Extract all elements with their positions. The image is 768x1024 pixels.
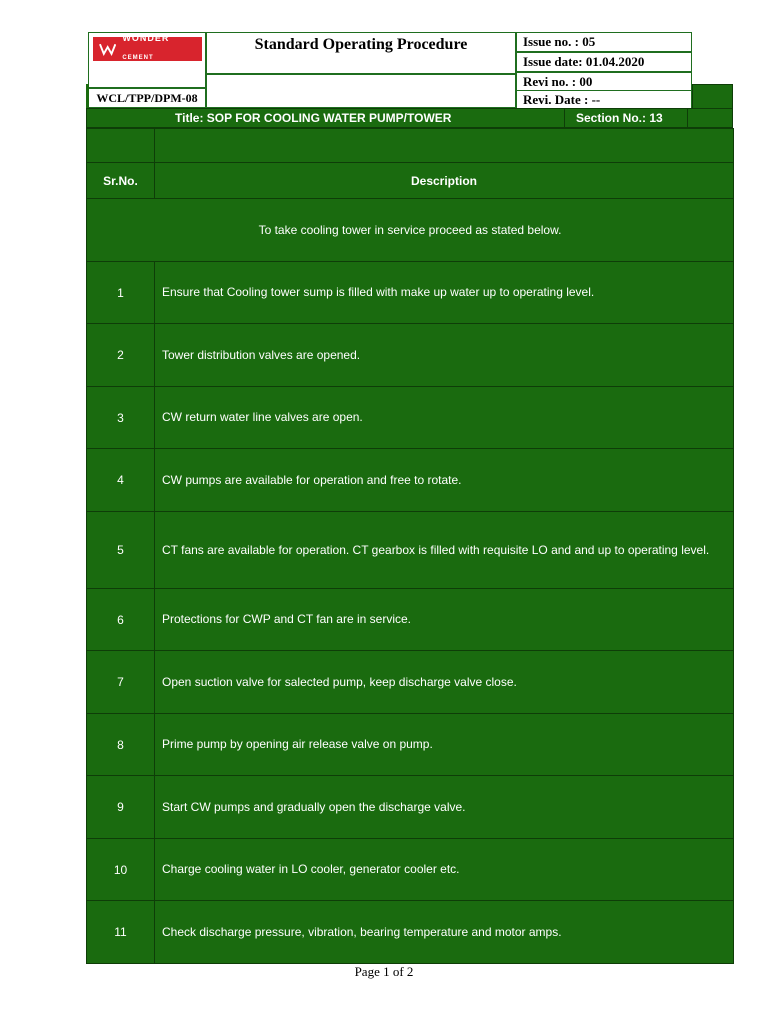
document-code: WCL/TPP/DPM-08	[88, 88, 206, 108]
document-type-text: Standard Operating Procedure	[254, 36, 468, 53]
step-description: Start CW pumps and gradually open the discharge valve.	[155, 776, 734, 839]
step-description: CW return water line valves are open.	[155, 387, 734, 449]
step-number: 4	[87, 449, 155, 512]
step-number: 2	[87, 324, 155, 387]
step-number: 8	[87, 714, 155, 776]
logo-text: WONDER	[122, 33, 170, 43]
table-row	[87, 776, 734, 839]
logo-tagline: EK PERFECT SHURUAAT	[122, 65, 180, 70]
column-header-row	[87, 163, 734, 199]
table-row	[87, 839, 734, 901]
table-row	[87, 387, 734, 449]
document-type-title	[206, 32, 516, 74]
spacer-row	[87, 129, 734, 163]
table-row	[87, 714, 734, 776]
step-description: Charge cooling water in LO cooler, generator cooler etc.	[155, 839, 734, 901]
step-number: 3	[87, 387, 155, 449]
revision-date: Revi. Date : --	[516, 90, 692, 110]
procedure-table	[86, 128, 734, 964]
issue-date: Issue date: 01.04.2020	[516, 52, 692, 72]
step-number: 7	[87, 651, 155, 714]
step-description: Protections for CWP and CT fan are in service.	[155, 589, 734, 651]
table-row	[87, 449, 734, 512]
page-number: Page 1 of 2	[354, 964, 414, 979]
revision-no: Revi no. : 00	[516, 72, 692, 92]
table-row	[87, 589, 734, 651]
step-description: Check discharge pressure, vibration, bearing temperature and motor amps.	[155, 901, 734, 964]
intro-text: To take cooling tower in service proceed as stated below.	[87, 199, 734, 262]
spacer-cell	[87, 129, 155, 163]
table-row	[87, 262, 734, 324]
column-header-srno: Sr.No.	[87, 163, 155, 199]
logo-cell	[88, 32, 206, 88]
table-row	[87, 901, 734, 964]
step-description: Open suction valve for salected pump, keep discharge valve close.	[155, 651, 734, 714]
step-description: Ensure that Cooling tower sump is filled with make up water up to operating level.	[155, 262, 734, 324]
sop-title: Title: SOP FOR COOLING WATER PUMP/TOWER	[175, 111, 452, 125]
table-row	[87, 324, 734, 387]
title-blank-cell	[206, 74, 516, 108]
issue-no: Issue no. : 05	[516, 32, 692, 52]
table-row	[87, 651, 734, 714]
step-number: 9	[87, 776, 155, 839]
column-header-description: Description	[155, 163, 734, 199]
step-number: 5	[87, 512, 155, 589]
header-green-edge	[86, 84, 89, 108]
title-bar	[86, 108, 733, 128]
intro-row	[87, 199, 734, 262]
step-number: 11	[87, 901, 155, 964]
section-number: Section No.: 13	[564, 108, 688, 128]
spacer-cell	[155, 129, 734, 163]
table-row	[87, 512, 734, 589]
step-number: 1	[87, 262, 155, 324]
step-description: CW pumps are available for operation and free to rotate.	[155, 449, 734, 512]
step-number: 10	[87, 839, 155, 901]
step-description: CT fans are available for operation. CT gearbox is filled with requisite LO and and up to operating level.	[155, 512, 734, 589]
logo-subtext: CEMENT	[122, 55, 154, 61]
step-number: 6	[87, 589, 155, 651]
step-description: Tower distribution valves are opened.	[155, 324, 734, 387]
step-description: Prime pump by opening air release valve on pump.	[155, 714, 734, 776]
logo-mark-icon	[99, 42, 116, 56]
company-logo	[93, 33, 202, 70]
